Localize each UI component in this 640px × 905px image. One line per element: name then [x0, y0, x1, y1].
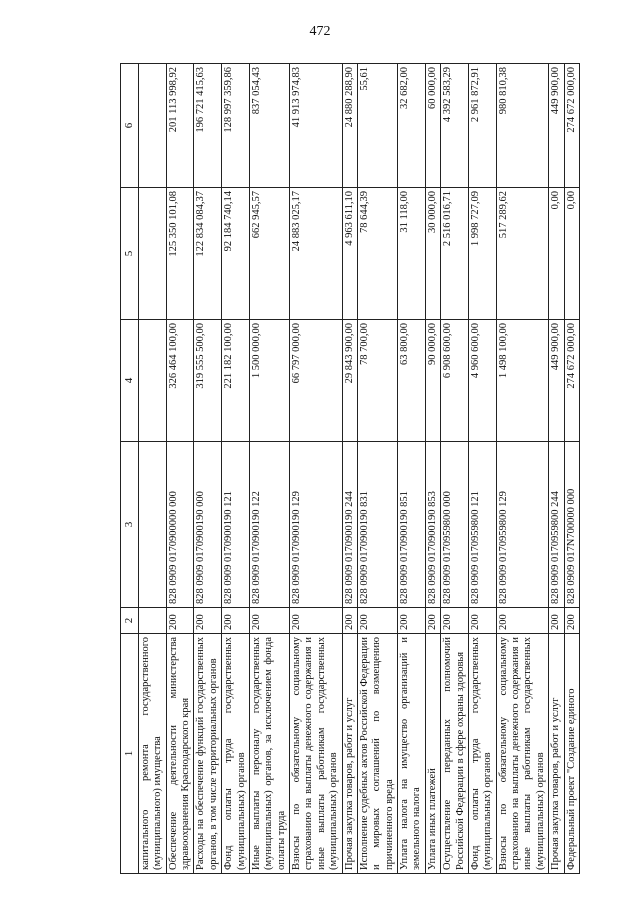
row-unexecuted-amount-cell: 41 913 974,83: [290, 64, 343, 188]
table-row: [425, 64, 440, 874]
row-classification-cell: 828 0909 0170900190 000: [194, 442, 222, 608]
row-executed-amount-cell: 2 516 016,71: [441, 188, 469, 320]
row-code-cell: 200: [194, 608, 222, 634]
row-unexecuted-amount-cell: 4 392 583,29: [441, 64, 469, 188]
table-row: [194, 64, 222, 874]
row-approved-amount-cell: 6 908 600,00: [441, 320, 469, 442]
rotated-table-container: [120, 64, 640, 874]
page-number: 472: [309, 24, 331, 39]
row-executed-amount-cell: [138, 188, 166, 320]
table-row: [249, 64, 289, 874]
table-body: [121, 64, 580, 874]
row-code-cell: 200: [222, 608, 250, 634]
row-name-cell: Фонд оплаты труда государственных (муниципальных) органов: [222, 634, 250, 874]
row-name-cell: Федеральный проект "Создание единого: [564, 634, 579, 874]
row-executed-amount-cell: 24 883 025,17: [290, 188, 343, 320]
col-4-header: 4: [121, 320, 139, 442]
row-unexecuted-amount-cell: 60 000,00: [425, 64, 440, 188]
row-approved-amount-cell: 1 498 100,00: [496, 320, 549, 442]
row-unexecuted-amount-cell: 449 900,00: [549, 64, 564, 188]
row-executed-amount-cell: 517 289,62: [496, 188, 549, 320]
row-executed-amount-cell: 30 000,00: [425, 188, 440, 320]
row-code-cell: 200: [342, 608, 357, 634]
table-row: [468, 64, 496, 874]
row-classification-cell: 828 0909 0170900190 851: [398, 442, 426, 608]
row-classification-cell: 828 0909 0170900190 129: [290, 442, 343, 608]
row-classification-cell: 828 0909 0170900190 121: [222, 442, 250, 608]
table-row: [357, 64, 397, 874]
row-name-cell: капитального ремонта государственного (муниципального) имущества: [138, 634, 166, 874]
row-executed-amount-cell: 662 945,57: [249, 188, 289, 320]
row-classification-cell: 828 0909 017N700000 000: [564, 442, 579, 608]
col-1-header: 1: [121, 634, 139, 874]
column-number-row: [121, 64, 139, 874]
row-name-cell: Прочая закупка товаров, работ и услуг: [342, 634, 357, 874]
row-code-cell: 200: [496, 608, 549, 634]
row-unexecuted-amount-cell: 2 961 872,91: [468, 64, 496, 188]
row-executed-amount-cell: 122 834 084,37: [194, 188, 222, 320]
row-approved-amount-cell: 66 797 000,00: [290, 320, 343, 442]
row-approved-amount-cell: [138, 320, 166, 442]
row-approved-amount-cell: 274 672 000,00: [564, 320, 579, 442]
row-name-cell: Обеспечение деятельности министерства здравоохранения Краснодарского края: [166, 634, 194, 874]
col-3-header: 3: [121, 442, 139, 608]
row-approved-amount-cell: 29 843 900,00: [342, 320, 357, 442]
row-unexecuted-amount-cell: 980 810,38: [496, 64, 549, 188]
row-name-cell: Расходы на обеспечение функций государственных органов, в том числе территориальных органов: [194, 634, 222, 874]
row-name-cell: Взносы по обязательному социальному страхованию на выплаты денежного содержания и иные выплаты работникам государственных (муниципальных) органов: [290, 634, 343, 874]
row-code-cell: 200: [249, 608, 289, 634]
row-code-cell: 200: [425, 608, 440, 634]
row-executed-amount-cell: 0,00: [549, 188, 564, 320]
table-row: [441, 64, 469, 874]
row-name-cell: Осуществление переданных полномочий Российской Федерации в сфере охраны здоровья: [441, 634, 469, 874]
row-unexecuted-amount-cell: 24 880 288,90: [342, 64, 357, 188]
row-approved-amount-cell: 221 182 100,00: [222, 320, 250, 442]
col-5-header: 5: [121, 188, 139, 320]
row-code-cell: 200: [166, 608, 194, 634]
col-2-header: 2: [121, 608, 139, 634]
table-row: [138, 64, 166, 874]
row-name-cell: Уплата налога на имущество организаций и земельного налога: [398, 634, 426, 874]
row-name-cell: Фонд оплаты труда государственных (муниципальных) органов: [468, 634, 496, 874]
row-classification-cell: 828 0909 0170959800 000: [441, 442, 469, 608]
table-row: [342, 64, 357, 874]
table-row: [549, 64, 564, 874]
table-row: [398, 64, 426, 874]
row-name-cell: Взносы по обязательному социальному страхованию на выплаты денежного содержания и иные выплаты работникам государственных (муниципальных) органов: [496, 634, 549, 874]
row-name-cell: Исполнение судебных актов Российской Федерации и мировых соглашений по возмещению причиненного вреда: [357, 634, 397, 874]
row-name-cell: Иные выплаты персоналу государственных (муниципальных) органов, за исключением фонда оплаты труда: [249, 634, 289, 874]
row-code-cell: 200: [290, 608, 343, 634]
row-code-cell: 200: [398, 608, 426, 634]
row-code-cell: 200: [549, 608, 564, 634]
row-unexecuted-amount-cell: 837 054,43: [249, 64, 289, 188]
row-unexecuted-amount-cell: [138, 64, 166, 188]
row-unexecuted-amount-cell: 201 113 998,92: [166, 64, 194, 188]
row-approved-amount-cell: 449 900,00: [549, 320, 564, 442]
row-executed-amount-cell: 4 963 611,10: [342, 188, 357, 320]
row-executed-amount-cell: 125 350 101,08: [166, 188, 194, 320]
row-approved-amount-cell: 4 960 600,00: [468, 320, 496, 442]
row-executed-amount-cell: 0,00: [564, 188, 579, 320]
row-executed-amount-cell: 78 644,39: [357, 188, 397, 320]
table-row: [496, 64, 549, 874]
row-classification-cell: 828 0909 0170959800 121: [468, 442, 496, 608]
row-classification-cell: [138, 442, 166, 608]
row-classification-cell: 828 0909 0170900000 000: [166, 442, 194, 608]
row-approved-amount-cell: 78 700,00: [357, 320, 397, 442]
row-unexecuted-amount-cell: 55,61: [357, 64, 397, 188]
row-executed-amount-cell: 1 998 727,09: [468, 188, 496, 320]
row-code-cell: 200: [468, 608, 496, 634]
col-6-header: 6: [121, 64, 139, 188]
row-classification-cell: 828 0909 0170959800 129: [496, 442, 549, 608]
budget-execution-table: [120, 63, 580, 874]
row-approved-amount-cell: 319 555 500,00: [194, 320, 222, 442]
row-unexecuted-amount-cell: 196 721 415,63: [194, 64, 222, 188]
row-approved-amount-cell: 90 000,00: [425, 320, 440, 442]
row-code-cell: 200: [564, 608, 579, 634]
table-row: [564, 64, 579, 874]
row-approved-amount-cell: 1 500 000,00: [249, 320, 289, 442]
row-unexecuted-amount-cell: 274 672 000,00: [564, 64, 579, 188]
row-unexecuted-amount-cell: 32 682,00: [398, 64, 426, 188]
row-executed-amount-cell: 31 118,00: [398, 188, 426, 320]
row-classification-cell: 828 0909 0170900190 244: [342, 442, 357, 608]
row-code-cell: [138, 608, 166, 634]
row-executed-amount-cell: 92 184 740,14: [222, 188, 250, 320]
row-unexecuted-amount-cell: 128 997 359,86: [222, 64, 250, 188]
row-name-cell: Уплата иных платежей: [425, 634, 440, 874]
row-classification-cell: 828 0909 0170959800 244: [549, 442, 564, 608]
row-approved-amount-cell: 326 464 100,00: [166, 320, 194, 442]
row-code-cell: 200: [357, 608, 397, 634]
row-approved-amount-cell: 63 800,00: [398, 320, 426, 442]
row-classification-cell: 828 0909 0170900190 122: [249, 442, 289, 608]
table-row: [290, 64, 343, 874]
row-code-cell: 200: [441, 608, 469, 634]
table-row: [222, 64, 250, 874]
row-classification-cell: 828 0909 0170900190 853: [425, 442, 440, 608]
row-name-cell: Прочая закупка товаров, работ и услуг: [549, 634, 564, 874]
table-row: [166, 64, 194, 874]
row-classification-cell: 828 0909 0170900190 831: [357, 442, 397, 608]
